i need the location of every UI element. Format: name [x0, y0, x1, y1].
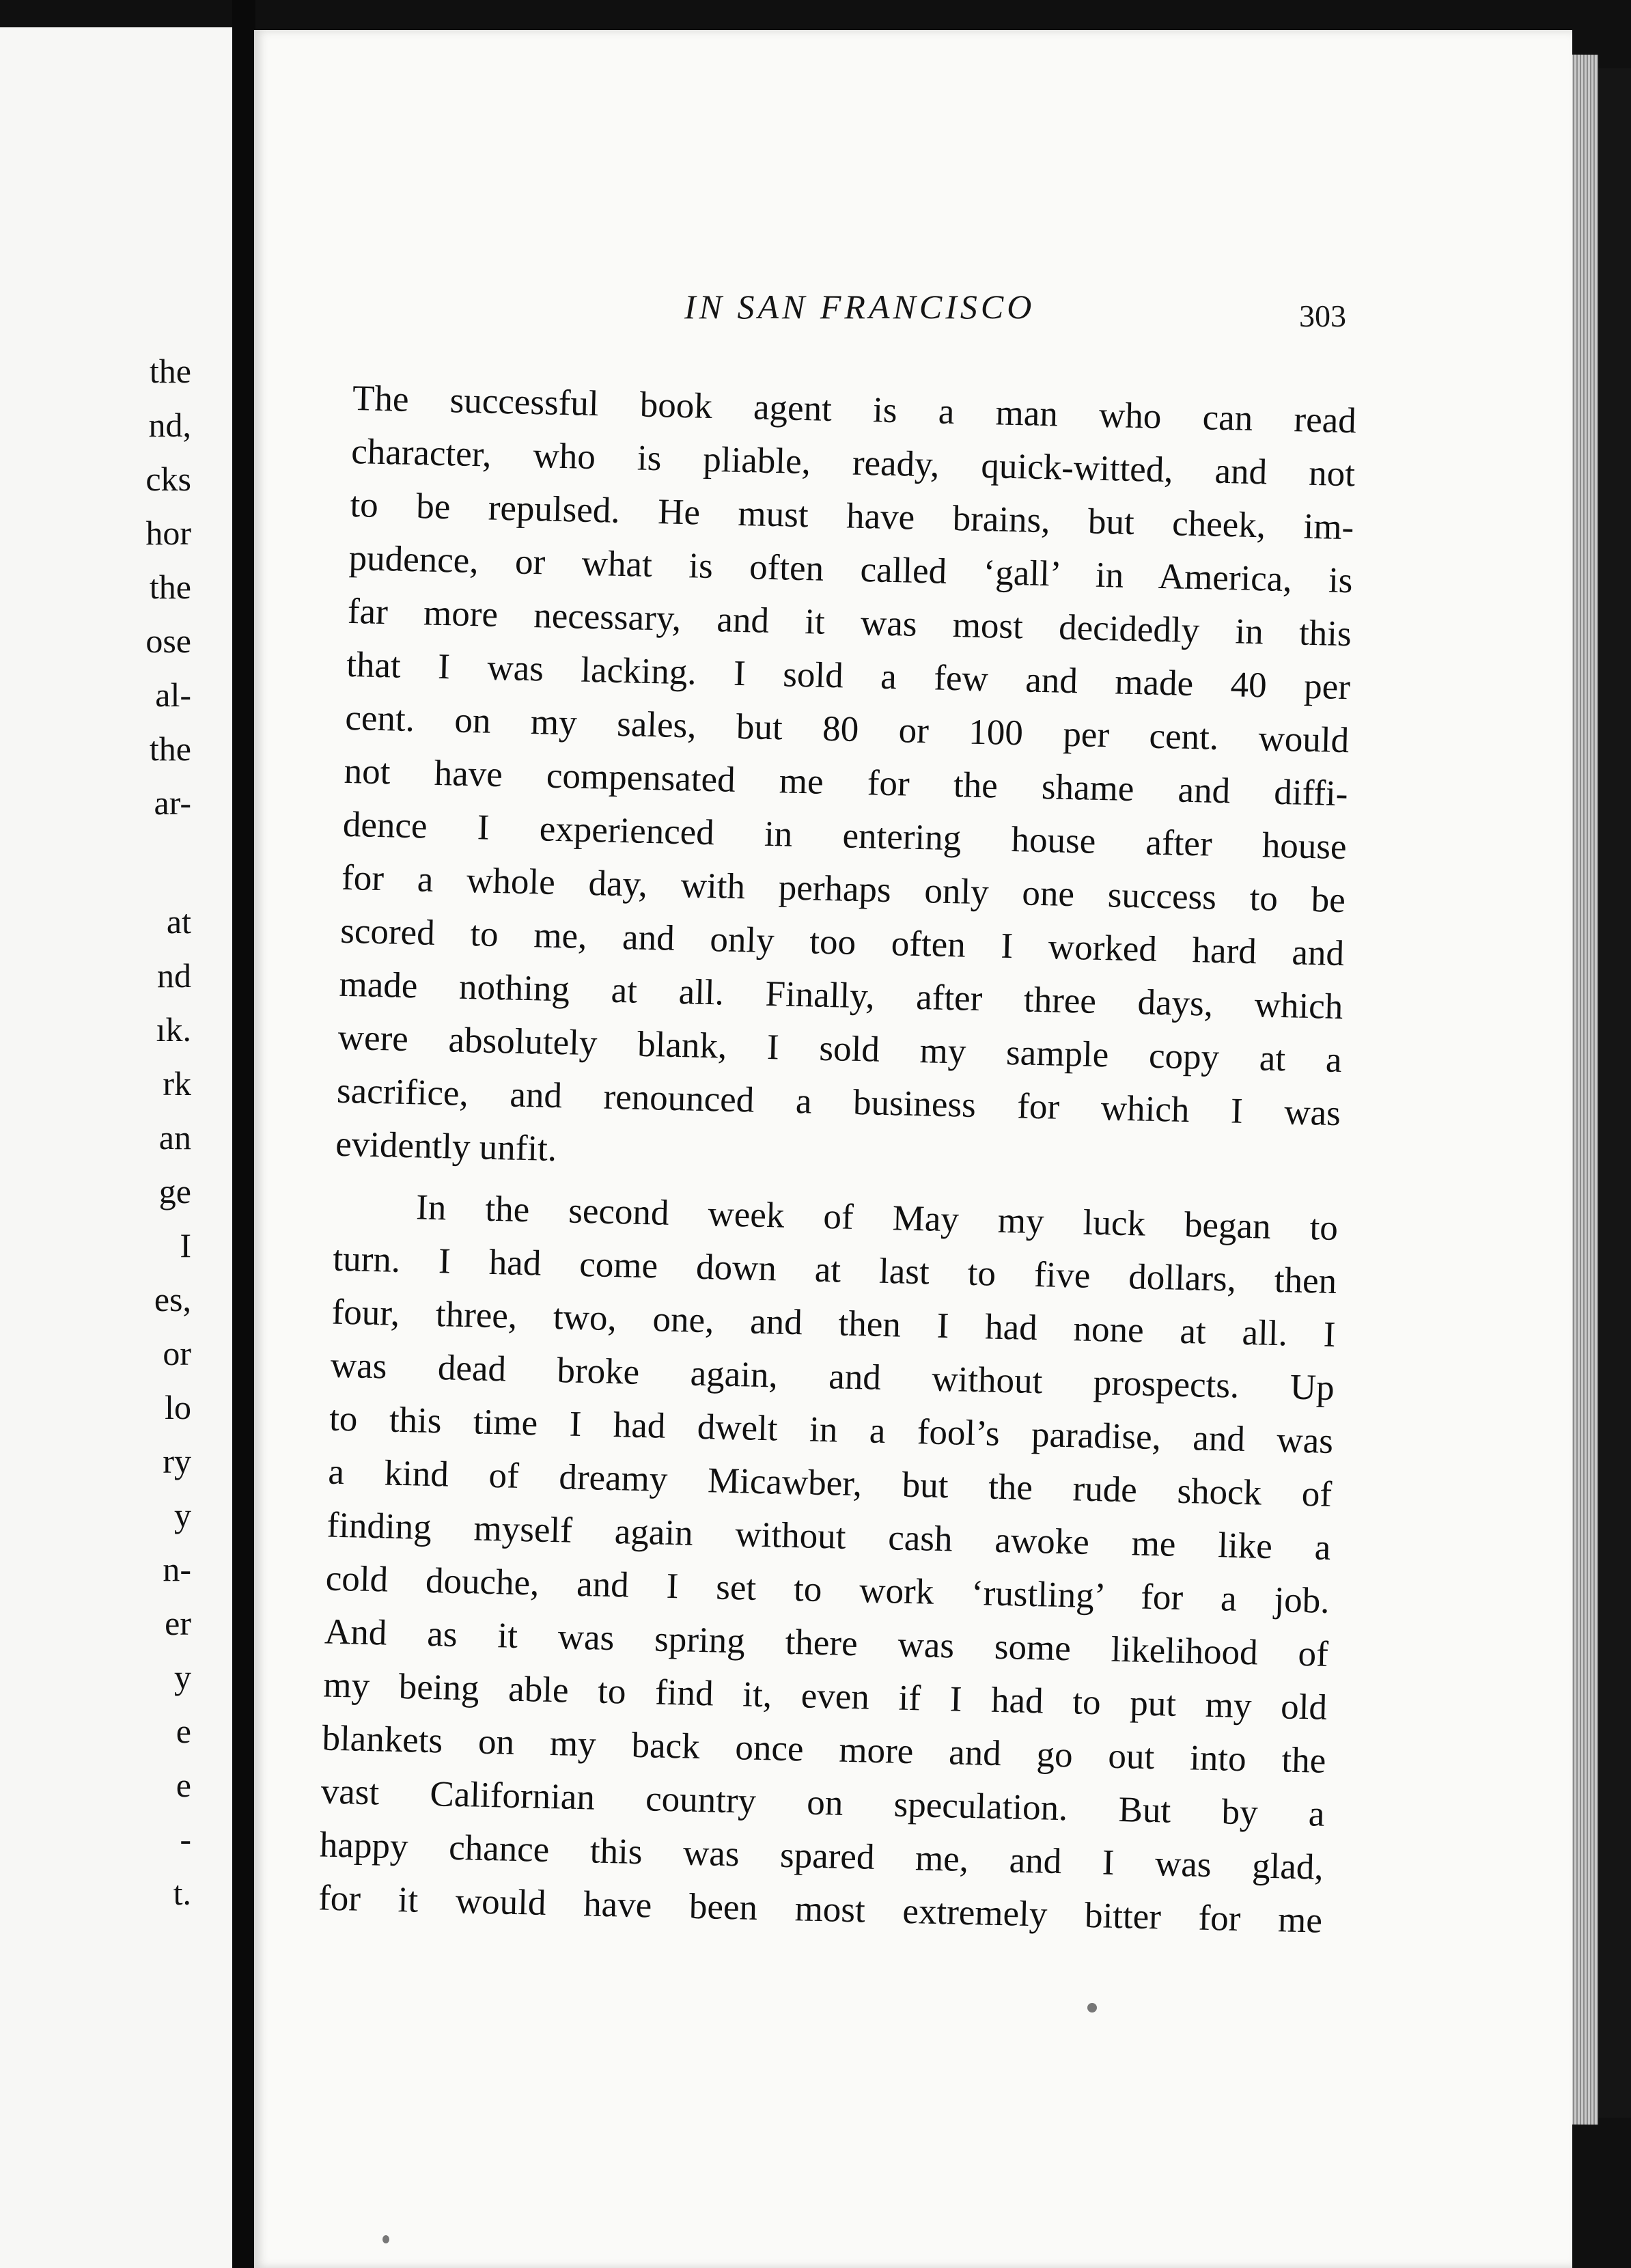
left-page-fragment: the [149, 352, 191, 390]
text-line: And as it was spring there was some likelihood of [324, 1612, 1329, 1674]
left-page-fragment: er [165, 1604, 191, 1642]
text-line: to be repulsed. He must have brains, but cheek, im- [349, 484, 1354, 548]
left-page-fragment: ge [158, 1172, 191, 1211]
text-line: blankets on my back once more and go out into the [321, 1718, 1326, 1781]
text-line: dence I experienced in entering house after house [342, 804, 1348, 868]
text-line: cent. on my sales, but 80 or 100 per cent. would [344, 697, 1350, 761]
text-line: The successful book agent is a man who can read [352, 378, 1357, 441]
text-line: happy chance this was spared me, and I was glad, [319, 1825, 1324, 1887]
left-page-fragment: or [163, 1334, 191, 1372]
text-line: for it would have been most extremely bitter for me [318, 1878, 1323, 1941]
left-page-fragment: ry [163, 1442, 191, 1480]
page-header [254, 269, 1572, 337]
left-page-fragment: ose [145, 622, 191, 660]
left-page-fragment: nd [157, 956, 191, 995]
text-line: made nothing at all. Finally, after three days, which [338, 964, 1343, 1027]
left-page-fragment: es, [154, 1280, 191, 1318]
left-page-fragment: e [176, 1712, 191, 1750]
body-text [318, 372, 1356, 1948]
text-line: far more necessary, and it was most decidedly in this [347, 591, 1352, 654]
running-title: IN SAN FRANCISCO [684, 288, 1035, 326]
left-page-fragment: lo [165, 1388, 191, 1426]
text-line: finding myself again without cash awoke me like a [326, 1505, 1331, 1568]
page-speck [382, 2235, 389, 2243]
page-number: 303 [1299, 299, 1346, 333]
left-page-fragment: y [174, 1496, 191, 1534]
left-page-edge [0, 27, 232, 2268]
left-page-fragment: t. [173, 1874, 191, 1912]
left-page-fragment: al- [155, 676, 191, 714]
text-line: scored to me, and only too often I worked hard and [339, 911, 1345, 974]
text-line: not have compensated me for the shame and diffi- [344, 751, 1349, 814]
left-page-fragment: an [158, 1118, 191, 1157]
text-line: my being able to find it, even if I had to put my old [322, 1665, 1328, 1728]
page-stack-edge [1571, 55, 1598, 2125]
page-speck [1087, 2003, 1097, 2013]
text-line: character, who is pliable, ready, quick-witted, and not [350, 431, 1356, 495]
text-line: cold douche, and I set to work ‘rustling’ for a job. [325, 1558, 1330, 1621]
text-line: four, three, two, one, and then I had none at all. I [331, 1292, 1337, 1355]
text-line: was dead broke again, and without prospects. Up [330, 1345, 1335, 1408]
text-line: evidently unfit. [335, 1124, 557, 1170]
left-page-fragment: ık. [156, 1010, 191, 1049]
text-line: sacrifice, and renounced a business for which I was [336, 1070, 1341, 1134]
left-page-fragment: rk [163, 1064, 191, 1103]
left-page-fragment: at [166, 902, 191, 941]
text-line: pudence, or what is often called ‘gall’ in America, is [348, 538, 1354, 601]
left-page-fragment: e [176, 1766, 191, 1804]
left-page-fragment: I [180, 1226, 191, 1264]
left-page-fragment: y [174, 1658, 191, 1696]
left-page-fragment: the [149, 730, 191, 768]
text-line: In the second week of May my luck began to [415, 1187, 1339, 1249]
left-page-fragment: - [180, 1820, 191, 1858]
text-line: that I was lacking. I sold a few and made 40 per [346, 644, 1351, 708]
left-page-fragment: nd, [148, 406, 191, 444]
book-page [254, 30, 1572, 2268]
text-line: were absolutely blank, I sold my sample copy at a [337, 1017, 1343, 1081]
left-page-fragment: n- [163, 1550, 191, 1588]
text-line: a kind of dreamy Micawber, but the rude shock of [327, 1452, 1333, 1515]
book-edge-shadow [1598, 68, 1631, 2118]
text-line: for a whole day, with perhaps only one success to be [341, 857, 1346, 921]
left-page-fragment: cks [145, 460, 191, 498]
text-line: vast Californian country on speculation. But by a [320, 1771, 1326, 1834]
text-line: turn. I had come down at last to five dollars, then [332, 1239, 1337, 1302]
text-line: to this time I had dwelt in a fool’s paradise, and was [329, 1398, 1334, 1461]
book-gutter [232, 0, 255, 2268]
left-page-fragment: the [149, 568, 191, 606]
left-page-fragment: ar- [154, 784, 191, 822]
left-page-fragment: hor [145, 514, 191, 552]
